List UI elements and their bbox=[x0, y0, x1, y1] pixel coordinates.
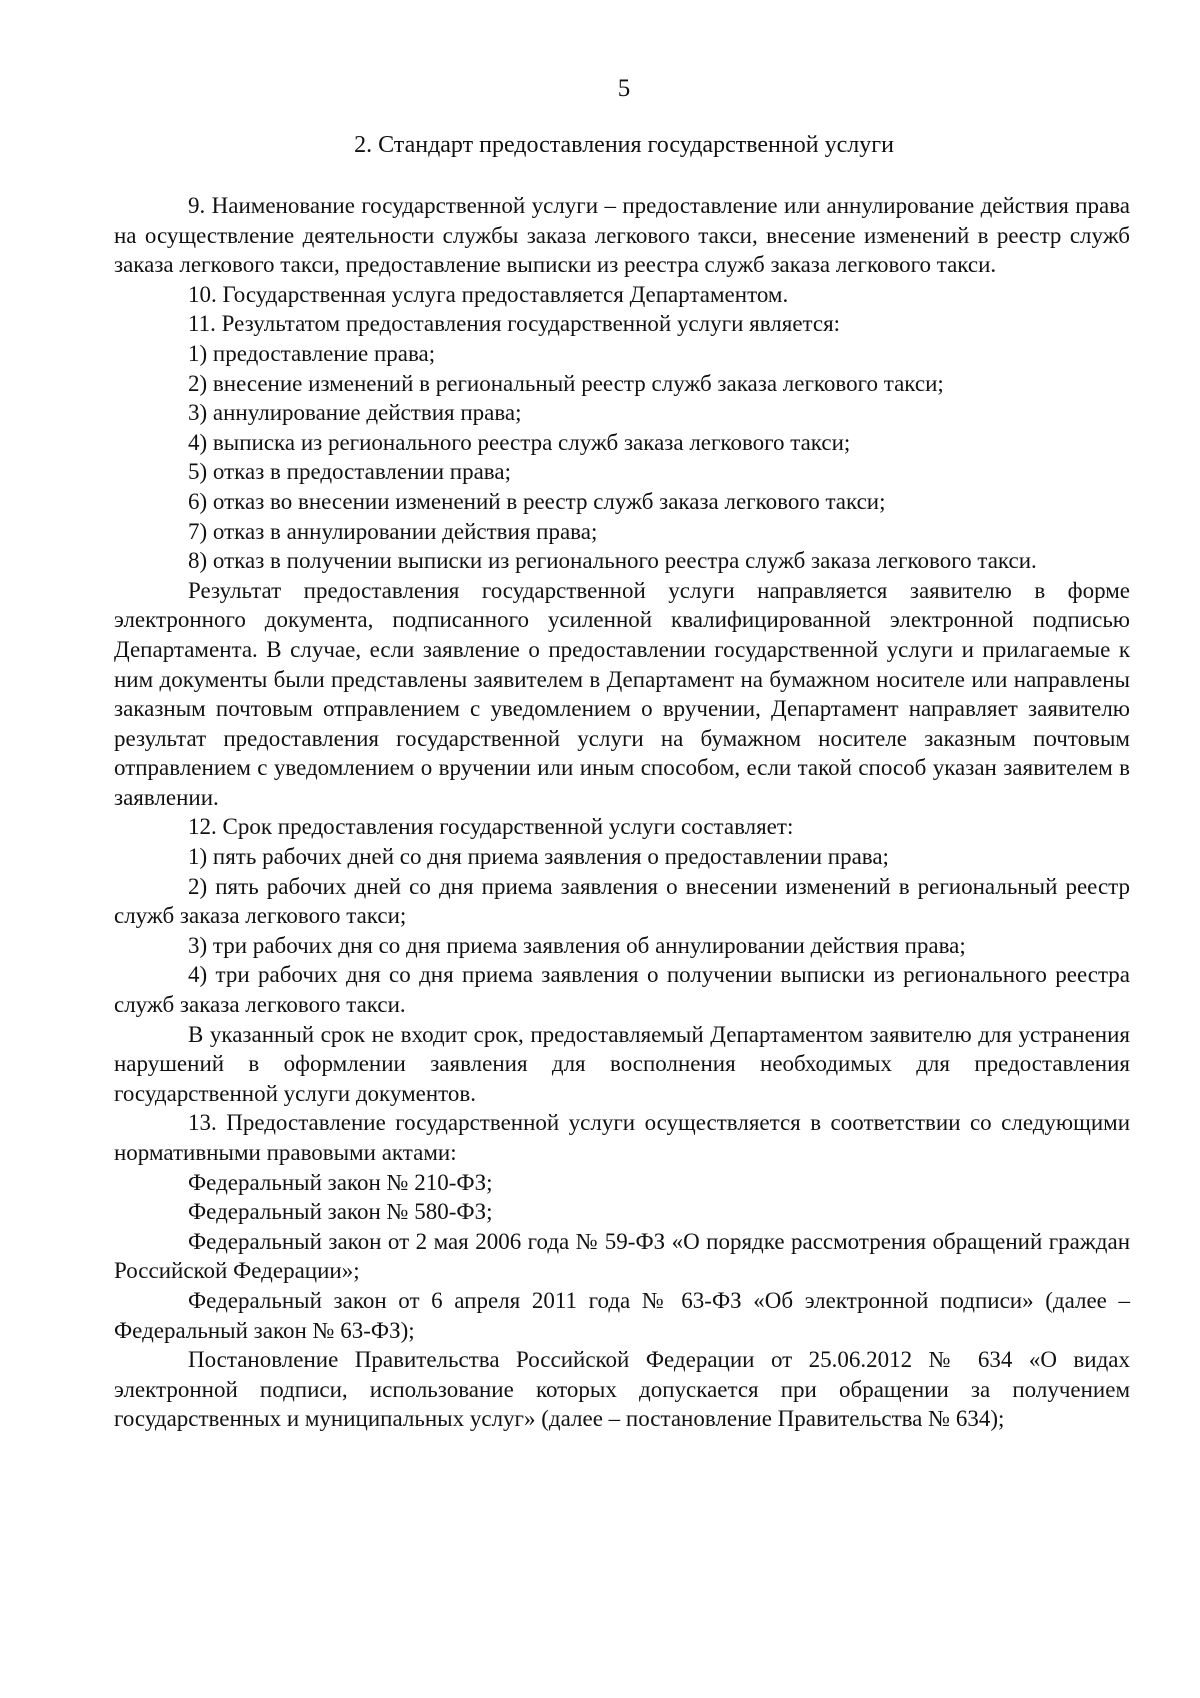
list-item: 4) выписка из регионального реестра служб заказа легкового такси; bbox=[188, 429, 851, 455]
legal-act-item: Постановление Правительства Российской Федерации от 25.06.2012 № 634 «О видах электронной подписи, использование которых допускается при обращении за получением государственных и муниципальных услуг» (далее – постановление Правительства № 634); bbox=[114, 1347, 1130, 1432]
section-title: 2. Стандарт предоставления государственной услуги bbox=[354, 132, 894, 158]
paragraph-item-9: 9. Наименование государственной услуги – предоставление или аннулирование действия права на осуществление деятельности службы заказа легкового такси, внесение изменений в реестр служб заказа легкового такси, предоставление выписки из реестра служб заказа легкового такси. bbox=[114, 193, 1130, 278]
legal-act-item: Федеральный закон от 2 мая 2006 года № 59-ФЗ «О порядке рассмотрения обращений граждан Российской Федерации»; bbox=[114, 1228, 1130, 1284]
list-item: 1) предоставление права; bbox=[188, 340, 436, 366]
paragraph-item-11: 11. Результатом предоставления государственной услуги является: bbox=[188, 311, 841, 337]
list-item: 5) отказ в предоставлении права; bbox=[188, 459, 511, 485]
list-item: 3) три рабочих дня со дня приема заявления об аннулировании действия права; bbox=[188, 932, 966, 958]
page-number: 5 bbox=[617, 75, 631, 102]
legal-act-item: Федеральный закон от 6 апреля 2011 года № 63-ФЗ «Об электронной подписи» (далее – Федеральный закон № 63-ФЗ); bbox=[114, 1287, 1130, 1343]
list-item: 7) отказ в аннулировании действия права; bbox=[188, 518, 598, 544]
legal-act-item: Федеральный закон № 210-ФЗ; bbox=[188, 1169, 493, 1195]
list-item: 3) аннулирование действия права; bbox=[188, 400, 522, 426]
term-exclusion-paragraph: В указанный срок не входит срок, предоставляемый Департаментом заявителю для устранения нарушений в оформлении заявления для восполнения необходимых для предоставления государственной услуги документов. bbox=[114, 1021, 1130, 1106]
document-body bbox=[114, 191, 1130, 1434]
paragraph-item-12: 12. Срок предоставления государственной услуги составляет: bbox=[188, 814, 794, 840]
legal-act-item: Федеральный закон № 580-ФЗ; bbox=[188, 1199, 493, 1225]
list-item: 2) внесение изменений в региональный реестр служб заказа легкового такси; bbox=[188, 370, 944, 396]
list-item: 1) пять рабочих дней со дня приема заявления о предоставлении права; bbox=[188, 844, 889, 870]
paragraph-item-10: 10. Государственная услуга предоставляется Департаментом. bbox=[188, 281, 789, 307]
list-item: 2) пять рабочих дней со дня приема заявления о внесении изменений в региональный реестр служб заказа легкового такси; bbox=[114, 873, 1130, 929]
list-item: 8) отказ в получении выписки из регионального реестра служб заказа легкового такси. bbox=[188, 548, 1037, 574]
result-delivery-paragraph: Результат предоставления государственной услуги направляется заявителю в форме электронного документа, подписанного усиленной квалифицированной электронной подписью Департамента. В случае, если заявление о предоставлении государственной услуги и прилагаемые к ним документы были представлены заявителем в Департамент на бумажном носителе или направлены заказным почтовым отправлением с уведомлением о вручении, Департамент направляет заявителю результат предоставления государственной услуги на бумажном носителе заказным почтовым отправлением с уведомлением о вручении или иным способом, если такой способ указан заявителем в заявлении. bbox=[114, 577, 1130, 810]
paragraph-item-13: 13. Предоставление государственной услуги осуществляется в соответствии со следующими нормативными правовыми актами: bbox=[114, 1110, 1130, 1165]
list-item: 6) отказ во внесении изменений в реестр служб заказа легкового такси; bbox=[188, 488, 886, 514]
list-item: 4) три рабочих дня со дня приема заявления о получении выписки из регионального реестра служб заказа легкового такси. bbox=[114, 962, 1130, 1018]
